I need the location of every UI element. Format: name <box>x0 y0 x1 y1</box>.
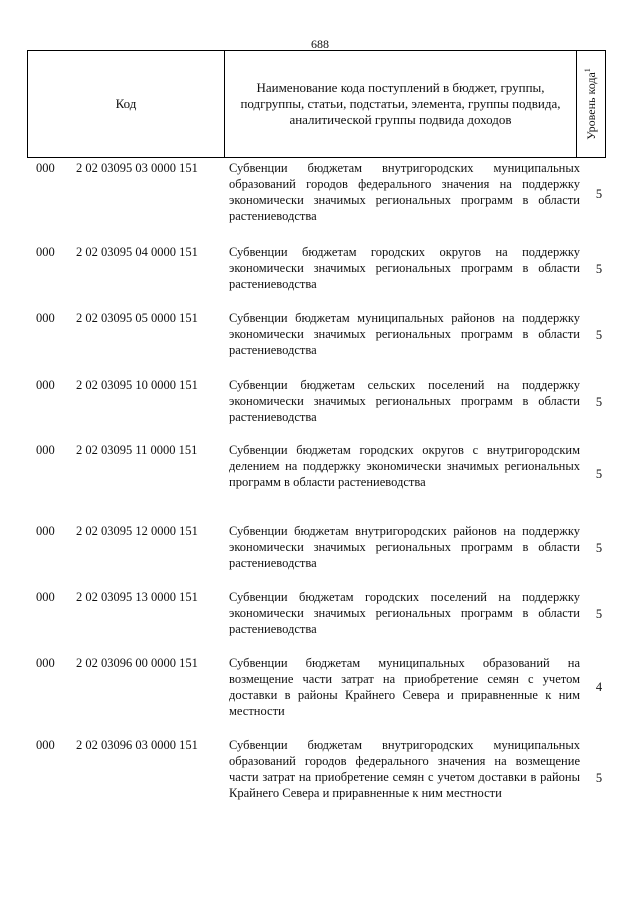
row-code: 2 02 03095 05 0000 151 <box>76 311 198 325</box>
row-admin-code: 000 <box>36 524 55 538</box>
row-name: Субвенции бюджетам муниципальных образований на возмещение части затрат на приобретение семян с учетом доставки в районы Крайнего Севера и приравненные к ним местности <box>229 656 580 718</box>
row-code: 2 02 03095 03 0000 151 <box>76 161 198 175</box>
row-name: Субвенции бюджетам сельских поселений на поддержку экономически значимых региональных программ в области растениеводства <box>229 378 580 424</box>
row-level: 5 <box>595 467 603 481</box>
row-level: 5 <box>595 771 603 785</box>
row-admin-code: 000 <box>36 311 55 325</box>
row-admin-code: 000 <box>36 245 55 259</box>
row-code: 2 02 03095 12 0000 151 <box>76 524 198 538</box>
row-name: Субвенции бюджетам внутригородских муниципальных образований городов федерального значения на возмещение части затрат на приобретение семян с учетом доставки в районы Крайнего Севера и приравненные к ним местности <box>229 738 580 800</box>
header-level-footnote: 1 <box>583 68 592 73</box>
header-code: Код <box>28 51 225 157</box>
row-level: 5 <box>595 607 603 621</box>
header-level-label <box>583 68 599 140</box>
row-name: Субвенции бюджетам городских округов с внутригородским делением на поддержку экономически значимых региональных программ в области растениеводства <box>229 443 580 489</box>
header-level <box>577 51 605 157</box>
row-admin-code: 000 <box>36 161 55 175</box>
page-number: 688 <box>311 37 329 51</box>
row-level: 5 <box>595 262 603 276</box>
row-admin-code: 000 <box>36 738 55 752</box>
row-admin-code: 000 <box>36 443 55 457</box>
row-level: 5 <box>595 395 603 409</box>
row-admin-code: 000 <box>36 378 55 392</box>
row-level: 5 <box>595 328 603 342</box>
row-code: 2 02 03095 13 0000 151 <box>76 590 198 604</box>
row-code: 2 02 03096 00 0000 151 <box>76 656 198 670</box>
row-name: Субвенции бюджетам городских округов на поддержку экономически значимых региональных программ в области растениеводства <box>229 245 580 291</box>
row-code: 2 02 03095 04 0000 151 <box>76 245 198 259</box>
row-code: 2 02 03095 10 0000 151 <box>76 378 198 392</box>
row-name: Субвенции бюджетам внутригородских муниципальных образований городов федерального значения на поддержку экономически значимых региональных программ в области растениеводства <box>229 161 580 223</box>
header-name: Наименование кода поступлений в бюджет, группы, подгруппы, статьи, подстатьи, элемента, группы подвида, аналитической группы подвида доходов <box>225 51 577 157</box>
row-admin-code: 000 <box>36 590 55 604</box>
row-code: 2 02 03096 03 0000 151 <box>76 738 198 752</box>
row-name: Субвенции бюджетам городских поселений на поддержку экономически значимых региональных программ в области растениеводства <box>229 590 580 636</box>
row-level: 4 <box>595 680 603 694</box>
table-header <box>27 50 606 158</box>
row-code: 2 02 03095 11 0000 151 <box>76 443 198 457</box>
row-level: 5 <box>595 187 603 201</box>
row-level: 5 <box>595 541 603 555</box>
row-name: Субвенции бюджетам муниципальных районов на поддержку экономически значимых региональных программ в области растениеводства <box>229 311 580 357</box>
row-name: Субвенции бюджетам внутригородских районов на поддержку экономически значимых региональных программ в области растениеводства <box>229 524 580 570</box>
header-level-text: Уровень кода <box>584 72 598 140</box>
row-admin-code: 000 <box>36 656 55 670</box>
